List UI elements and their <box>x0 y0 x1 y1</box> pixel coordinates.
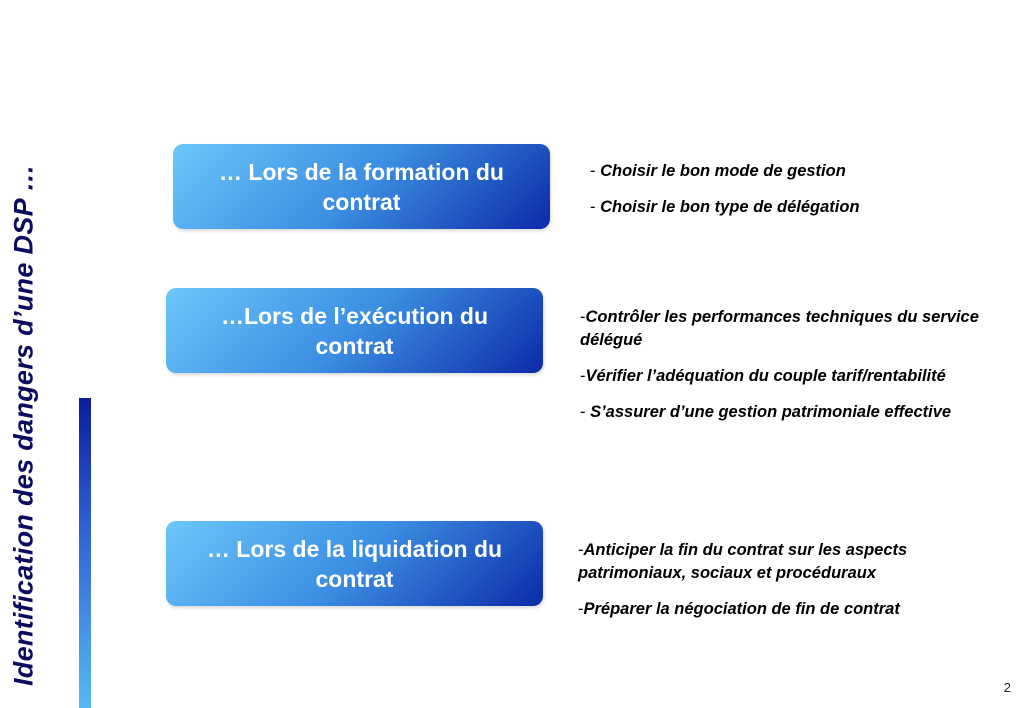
formation-list <box>590 160 970 232</box>
accent-bar <box>79 398 91 708</box>
phase-box-label: … Lors de la liquidation du contrat <box>206 535 503 592</box>
side-title: Identification des dangers d’une DSP … <box>8 164 39 686</box>
list-item: -Anticiper la fin du contrat sur les aspects patrimoniaux, sociaux et procéduraux <box>578 541 908 582</box>
list-item: - Choisir le bon mode de gestion <box>590 162 846 180</box>
phase-box-liquidation <box>166 521 543 606</box>
list-item: - S’assurer d’une gestion patrimoniale effective <box>580 403 952 421</box>
liquidation-list <box>578 539 928 634</box>
phase-box-formation <box>173 144 550 229</box>
list-item: -Vérifier l’adéquation du couple tarif/rentabilité <box>580 367 946 385</box>
side-title-container <box>4 150 44 700</box>
execution-list <box>580 306 980 437</box>
page-number: 2 <box>1003 680 1011 695</box>
list-item: -Préparer la négociation de fin de contrat <box>578 600 900 618</box>
list-item: - Choisir le bon type de délégation <box>590 198 860 216</box>
phase-box-label: … Lors de la formation du contrat <box>219 158 504 215</box>
phase-box-label: …Lors de l’exécution du contrat <box>220 302 489 359</box>
list-item: -Contrôler les performances techniques du service délégué <box>580 308 979 349</box>
phase-box-execution <box>166 288 543 373</box>
